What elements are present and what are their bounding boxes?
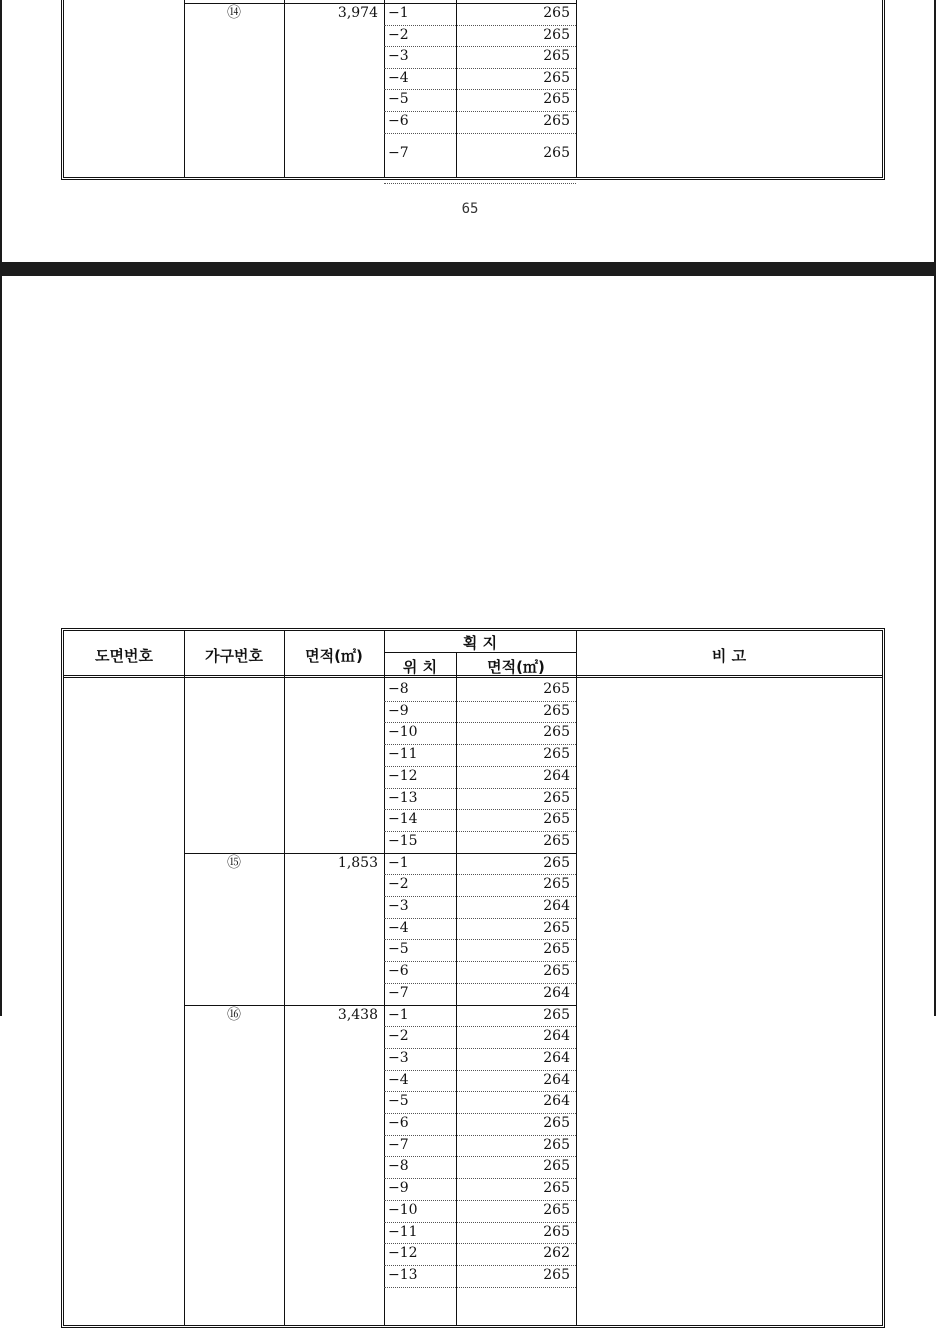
- col-divider: [184, 631, 185, 1325]
- lot-position: −6: [388, 1115, 409, 1131]
- lot-position: −2: [388, 876, 409, 893]
- lot-table-page-65: [61, 0, 885, 180]
- lot-position: −12: [388, 1245, 418, 1262]
- lot-position: −9: [388, 1180, 409, 1197]
- lot-table-page-66: [61, 628, 885, 1328]
- lot-position: −14: [388, 811, 418, 828]
- page-66: [0, 276, 936, 1283]
- lot-position: −13: [388, 789, 418, 806]
- lot-area: 264: [543, 1028, 570, 1045]
- lot-position: −5: [388, 941, 409, 958]
- block-number: ⑮: [227, 854, 241, 871]
- block-total-area: 1,853: [337, 854, 378, 871]
- lot-area: 265: [543, 919, 570, 936]
- header-bottom-rule: [64, 675, 882, 678]
- lot-area: 262: [543, 1245, 570, 1262]
- lot-position: −3: [388, 898, 409, 914]
- page-65: [0, 0, 936, 262]
- lot-position: −7: [388, 144, 409, 161]
- lot-position: −1: [388, 854, 409, 871]
- lot-position: −5: [388, 91, 409, 108]
- col-divider: [284, 0, 285, 177]
- block-total-area: 3,974: [337, 5, 378, 21]
- header-block-no: 가구번호: [205, 647, 263, 665]
- header-lot-position: 위 치: [402, 658, 438, 676]
- lot-position: −15: [388, 832, 418, 849]
- lot-area: 265: [543, 1006, 570, 1023]
- lot-area: 265: [543, 832, 570, 849]
- lot-area: 265: [543, 702, 570, 719]
- lot-area: 265: [543, 1158, 570, 1175]
- header-divider: [384, 652, 576, 653]
- col-divider: [184, 0, 185, 177]
- lot-area: 265: [543, 144, 570, 161]
- lot-row-divider: [384, 183, 576, 184]
- lot-area: 264: [543, 1071, 570, 1088]
- lot-position: −4: [388, 919, 409, 936]
- lot-area: 265: [543, 69, 570, 86]
- lot-area: 265: [543, 1266, 570, 1283]
- lot-position: −10: [388, 724, 418, 741]
- lot-area: 265: [543, 1180, 570, 1197]
- lot-area: 265: [543, 1136, 570, 1153]
- header-drawing-no: 도면번호: [95, 647, 153, 665]
- lot-position: −4: [388, 69, 409, 86]
- lot-position: −12: [388, 767, 418, 784]
- lot-position: −10: [388, 1201, 418, 1218]
- lot-area: 265: [543, 876, 570, 893]
- lot-position: −3: [388, 48, 409, 65]
- header-area: 면적(㎡): [305, 647, 363, 665]
- lot-area: 265: [543, 91, 570, 108]
- lot-position: −8: [388, 681, 409, 697]
- block-number: ⑯: [227, 1006, 241, 1023]
- lot-area: 265: [543, 5, 570, 21]
- lot-area: 265: [543, 746, 570, 763]
- header-lot-area: 면적(㎡): [487, 658, 545, 676]
- lot-position: −7: [388, 1136, 409, 1153]
- lot-position: −13: [388, 1266, 418, 1283]
- page-separator: [0, 262, 936, 276]
- lot-area: 265: [543, 681, 570, 697]
- lot-area: 265: [543, 1223, 570, 1240]
- lot-position: −6: [388, 963, 409, 980]
- col-divider: [284, 631, 285, 1325]
- lot-area: 265: [543, 854, 570, 871]
- lot-area: 265: [543, 789, 570, 806]
- lot-area: 264: [543, 1049, 570, 1066]
- lot-area: 265: [543, 811, 570, 828]
- lot-position: −6: [388, 113, 409, 129]
- page-number: 65: [461, 201, 479, 217]
- lot-area: 265: [543, 26, 570, 43]
- lot-row-divider: [384, 1287, 576, 1288]
- lot-area: 264: [543, 1093, 570, 1110]
- lot-area: 265: [543, 963, 570, 980]
- lot-row-divider: [384, 133, 576, 134]
- lot-area: 264: [543, 898, 570, 914]
- lot-position: −7: [388, 984, 409, 1001]
- lot-area: 265: [543, 113, 570, 129]
- lot-area: 264: [543, 767, 570, 784]
- block-total-area: 3,438: [337, 1006, 378, 1023]
- lot-position: −1: [388, 5, 409, 21]
- lot-position: −2: [388, 26, 409, 43]
- lot-position: −11: [388, 746, 418, 763]
- block-number: ⑭: [227, 5, 241, 21]
- lot-position: −11: [388, 1223, 418, 1240]
- lot-position: −5: [388, 1093, 409, 1110]
- lot-position: −8: [388, 1158, 409, 1175]
- lot-position: −1: [388, 1006, 409, 1023]
- lot-area: 265: [543, 724, 570, 741]
- lot-area: 265: [543, 48, 570, 65]
- lot-area: 265: [543, 1201, 570, 1218]
- col-divider: [576, 631, 577, 1325]
- lot-position: −3: [388, 1049, 409, 1066]
- header-lot: 획 지: [462, 634, 498, 652]
- lot-position: −4: [388, 1071, 409, 1088]
- lot-position: −9: [388, 702, 409, 719]
- lot-area: 265: [543, 941, 570, 958]
- col-divider: [576, 0, 577, 177]
- header-remarks: 비 고: [711, 647, 747, 665]
- lot-area: 265: [543, 1115, 570, 1131]
- lot-area: 264: [543, 984, 570, 1001]
- lot-position: −2: [388, 1028, 409, 1045]
